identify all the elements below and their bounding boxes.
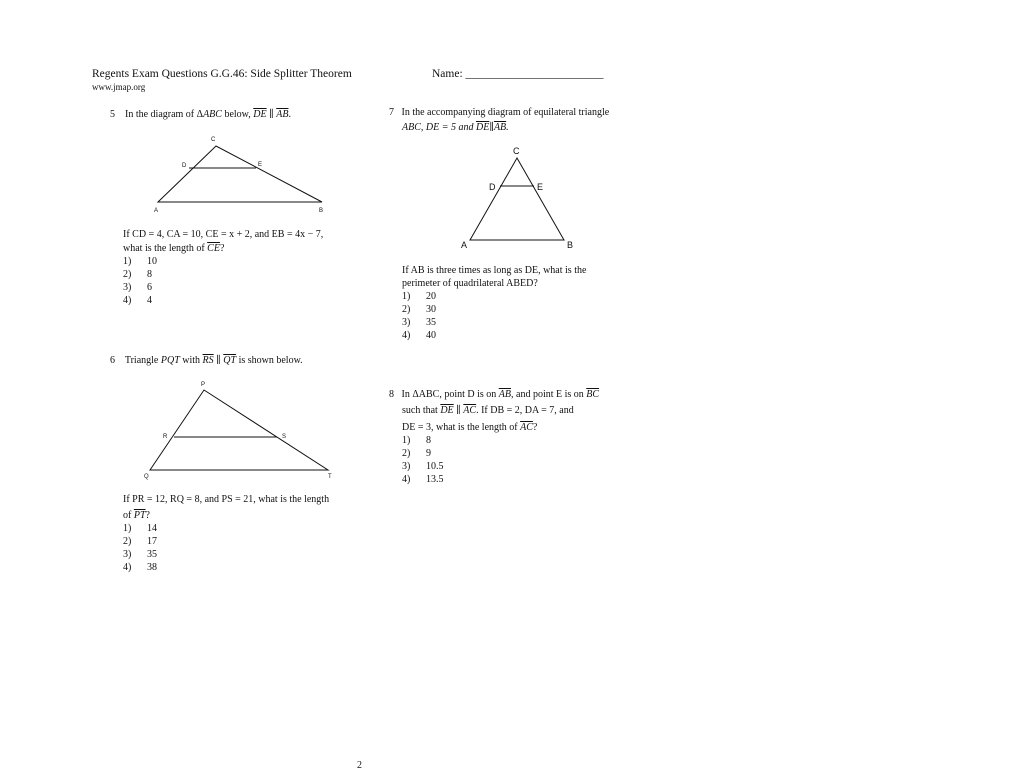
label-e: E xyxy=(258,162,263,168)
label-c: C xyxy=(513,146,520,156)
label-d: D xyxy=(182,163,187,169)
label-t: T xyxy=(328,474,332,480)
q5-question: what is the length of $\overline{CE}$? xyxy=(123,243,225,254)
choice-item: 1) 8 xyxy=(402,435,431,446)
label-r: R xyxy=(163,434,168,440)
choice-item: 4) 13.5 xyxy=(402,474,444,485)
question-6-stem: 6 Triangle PQT with $\overline{RS}$ ∥ $\overline{QT}$ is shown below. xyxy=(110,355,303,366)
q7-given: If AB is three times as long as DE, what is the xyxy=(402,265,587,276)
question-8-stem-line2: such that $\overline{DE}$ ∥ $\overline{AC}$. If DB = 2, DA = 7, and xyxy=(402,405,574,416)
q5-choices xyxy=(123,255,157,307)
triangle-abc xyxy=(158,146,322,202)
choice-item: 3) 35 xyxy=(402,317,436,328)
choice-item: 4) 4 xyxy=(123,295,152,306)
question-7-stem-line2: ABC, DE = 5 and $\overline{DE}\parallel\overline{AB}$. xyxy=(402,122,509,133)
question-5-stem: 5 In the diagram of ΔABC below, $\overline{DE}$ ∥ $\overline{AB}$. xyxy=(110,109,291,120)
label-p: P xyxy=(201,382,206,388)
question-number: 6 xyxy=(110,355,115,366)
triangle-pqt xyxy=(150,390,328,470)
label-b: B xyxy=(319,208,324,214)
label-e: E xyxy=(537,182,544,192)
triangle-abc xyxy=(470,158,564,240)
q6-given: If PR = 12, RQ = 8, and PS = 21, what is the length xyxy=(123,494,330,505)
q6-triangle-diagram xyxy=(140,378,340,483)
label-a: A xyxy=(461,240,468,250)
question-number: 5 xyxy=(110,109,115,120)
choice-item: 1) 10 xyxy=(123,256,157,267)
choice-item: 1) 14 xyxy=(123,523,157,534)
page-title: Regents Exam Questions G.G.46: Side Splitter Theorem xyxy=(92,68,352,80)
question-8-stem-line3: DE = 3, what is the length of $\overline{AC}$? xyxy=(402,422,538,433)
q6-choices xyxy=(123,522,157,574)
choice-item: 4) 38 xyxy=(123,562,157,573)
q5-given: If CD = 4, CA = 10, CE = x + 2, and EB = 4x − 7, xyxy=(123,229,324,240)
source-url: www.jmap.org xyxy=(92,82,146,92)
question-number: 7 xyxy=(389,107,394,118)
choice-item: 2) 17 xyxy=(123,536,157,547)
page-number: 2 xyxy=(357,760,362,771)
label-s: S xyxy=(282,434,287,440)
q5-triangle-diagram xyxy=(150,130,340,215)
question-7-stem: 7 In the accompanying diagram of equilateral triangle xyxy=(389,107,610,118)
q7-triangle-diagram xyxy=(455,144,585,252)
label-d: D xyxy=(489,182,496,192)
choice-item: 3) 35 xyxy=(123,549,157,560)
label-c: C xyxy=(211,137,216,143)
choice-item: 3) 6 xyxy=(123,282,152,293)
question-number: 8 xyxy=(389,389,394,400)
choice-item: 2) 30 xyxy=(402,304,436,315)
q8-choices xyxy=(402,434,444,486)
q7-question: perimeter of quadrilateral ABED? xyxy=(402,278,538,289)
label-q: Q xyxy=(144,474,149,480)
choice-item: 1) 20 xyxy=(402,291,436,302)
question-8-stem: 8 In ΔABC, point D is on $\overline{AB}$, and point E is on $\overline{BC}$ xyxy=(389,389,600,400)
q7-choices xyxy=(402,290,436,342)
label-a: A xyxy=(154,208,159,214)
choice-item: 2) 9 xyxy=(402,448,431,459)
label-b: B xyxy=(567,240,574,250)
q6-question: of $\overline{PT}$? xyxy=(123,510,150,521)
name-field-label: Name: ________________________ xyxy=(432,68,604,80)
choice-item: 2) 8 xyxy=(123,269,152,280)
choice-item: 4) 40 xyxy=(402,330,436,341)
choice-item: 3) 10.5 xyxy=(402,461,444,472)
